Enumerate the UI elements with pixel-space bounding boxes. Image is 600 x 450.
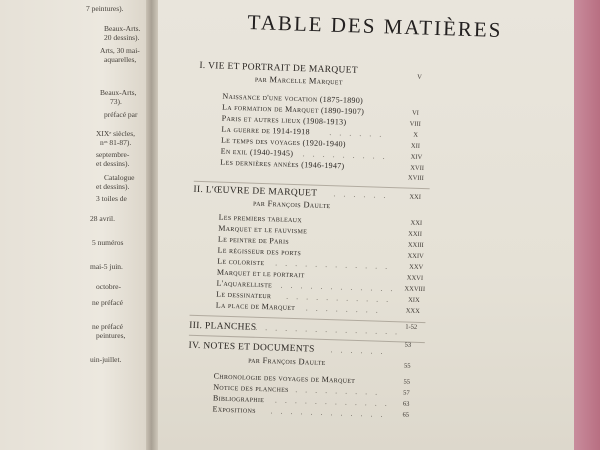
entry-page: XVII: [410, 164, 425, 173]
leader-dots: . . . . . . . . .: [295, 385, 381, 397]
left-text-line: 20 dessins).: [104, 33, 140, 42]
section-author: par François Daulte: [248, 354, 326, 368]
entry-page: XII: [410, 142, 421, 150]
entry-label: En exil (1940-1945): [220, 146, 294, 158]
entry-page: 55: [403, 378, 411, 386]
section-page: 1-52: [405, 323, 418, 331]
leader-dots: . . . . . . . .: [305, 303, 381, 315]
entry-page: XXV: [409, 263, 424, 272]
page-title: TABLE DES MATIÈRES: [247, 10, 503, 42]
left-text-line: et dessins).: [96, 159, 130, 168]
book-gutter: [146, 0, 158, 450]
entry-label: Paris et autres lieux (1908-1913): [221, 113, 347, 127]
section-author: par Marcelle Marquet: [254, 73, 343, 87]
table-of-contents: [158, 0, 574, 450]
leader-dots: . . . . . . . . . . .: [286, 291, 392, 305]
leader-dots: . . . . . . . . .: [302, 149, 388, 161]
left-text-line: préfacé par: [104, 110, 138, 119]
left-text-line: et dessins).: [96, 182, 130, 191]
entry-page: XXX: [405, 307, 420, 315]
entry-page: XIX: [408, 296, 420, 304]
entry-page: XIV: [410, 153, 423, 161]
section-author: par François Daulte: [252, 197, 331, 211]
section-heading: III. PLANCHES: [189, 320, 257, 333]
left-text-line: ne préfacé: [92, 322, 124, 331]
entry-label: Les premiers tableaux: [218, 212, 303, 225]
section-heading: II. L'ŒUVRE DE MARQUET: [193, 184, 318, 199]
entry-label: Le coloriste: [217, 256, 265, 268]
left-text-line: mai-5 juin.: [90, 262, 123, 271]
entry-label: Le temps des voyages (1920-1940): [220, 135, 346, 149]
entry-label: Les dernières années (1946-1947): [220, 157, 345, 171]
entry-page: VIII: [409, 120, 421, 128]
entry-page: XXIII: [407, 241, 424, 250]
left-text-line: 7 peintures).: [86, 4, 124, 13]
left-text-line: Beaux-Arts,: [100, 88, 137, 97]
left-text-line: Catalogue: [104, 173, 135, 182]
left-text-line: aquarelles,: [104, 55, 137, 64]
left-text-line: 73).: [110, 97, 122, 106]
entry-page: 57: [403, 389, 410, 397]
leader-dots: . . . . . .: [330, 345, 386, 356]
left-text-line: nᵒˢ 81-87).: [100, 138, 132, 147]
left-text-line: 28 avril.: [90, 214, 115, 223]
entry-label: Naissance d'une vocation (1875-1890): [222, 91, 364, 106]
left-text-line: Arts, 30 mai-: [100, 46, 140, 55]
section-heading: I. VIE ET PORTRAIT DE MARQUET: [199, 60, 359, 76]
entry-label: Marquet et le fauvisme: [218, 223, 308, 236]
leader-dots: . . . . . .: [329, 128, 385, 139]
entry-label: Marquet et le portrait: [216, 267, 305, 280]
left-text-line: septembre-: [96, 150, 130, 159]
entry-label: Le peintre de Paris: [217, 234, 290, 246]
background-surface: [574, 0, 600, 450]
left-text-line: peintures,: [96, 331, 126, 340]
leader-dots: . . . . . .: [333, 189, 389, 200]
leader-dots: . . . . . . . . . . . .: [274, 395, 391, 409]
left-text-line: octobre-: [96, 282, 121, 291]
entry-page: XXIV: [407, 252, 424, 261]
entry-label: La formation de Marquet (1890-1907): [221, 102, 365, 117]
entry-page: XXVIII: [404, 285, 426, 294]
left-text-line: ne préfacé: [92, 298, 124, 307]
entry-label: Chronologie des voyages de Marquet: [213, 371, 356, 385]
entry-page: X: [413, 131, 419, 139]
entry-label: Le régisseur des ports: [217, 245, 302, 258]
entry-label: Notice des planches: [213, 382, 289, 394]
right-page: [158, 0, 574, 450]
author-page: 55: [403, 362, 411, 370]
left-text-line: 5 numéros: [92, 238, 124, 247]
leader-dots: . . . . . . . . . . . .: [275, 258, 391, 272]
left-text-line: uin-juillet.: [90, 355, 122, 364]
left-text-line: XIXᵉ siècles,: [96, 129, 135, 138]
entry-label: Bibliographie: [212, 393, 265, 405]
entry-label: Expositions: [212, 404, 256, 415]
entry-page: VI: [411, 109, 419, 117]
leader-dots: . . . . . . . . . . . . . . .: [255, 322, 401, 337]
section-page: XXI: [409, 193, 422, 201]
entry-page: XXII: [408, 230, 423, 239]
leader-dots: . . . . . . . . . . . .: [280, 280, 396, 294]
left-text-line: 3 toiles de: [96, 194, 127, 203]
section-page: 53: [404, 341, 412, 349]
entry-page: 63: [402, 400, 410, 408]
section-heading: IV. NOTES ET DOCUMENTS: [188, 340, 315, 355]
entry-label: La place de Marquet: [215, 300, 296, 313]
left-text-line: Beaux-Arts.: [104, 24, 141, 33]
entry-label: L'aquarelliste: [216, 278, 273, 290]
entry-label: Le dessinateur: [216, 289, 272, 301]
entry-label: La guerre de 1914-1918: [221, 124, 310, 137]
entry-page: XVIII: [407, 174, 424, 183]
entry-page: XXVI: [406, 274, 424, 283]
leader-dots: . . . . . . . . . . . .: [270, 406, 386, 419]
section-page: V: [417, 73, 422, 81]
entry-page: XXI: [410, 219, 423, 228]
entry-page: 65: [402, 411, 410, 419]
left-page: [0, 0, 146, 450]
